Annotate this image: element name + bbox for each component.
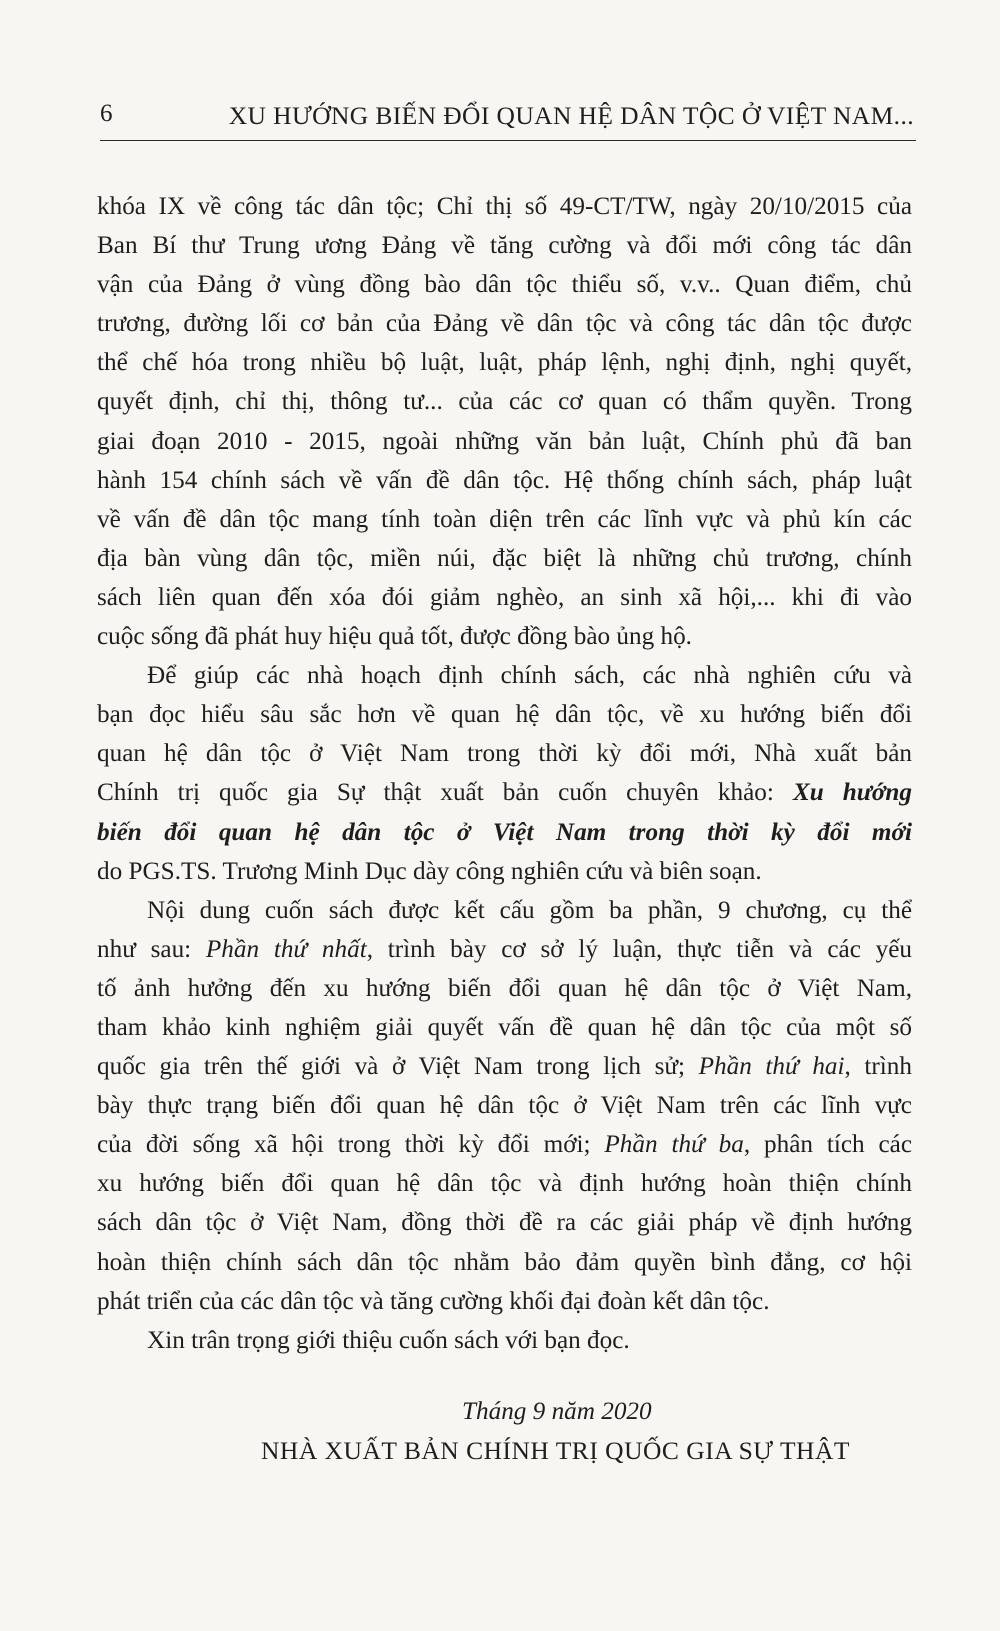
running-title: XU HƯỚNG BIẾN ĐỔI QUAN HỆ DÂN TỘC Ở VIỆT NAM... xyxy=(228,101,914,130)
text-line: bạn đọc hiểu sâu sắc hơn về quan hệ dân tộc, về xu hướng biến đổi xyxy=(97,701,912,729)
text-line: Ban Bí thư Trung ương Đảng về tăng cường và đổi mới công tác dân xyxy=(97,232,912,260)
text-line: xu hướng biến đổi quan hệ dân tộc và định hướng hoàn thiện chính xyxy=(97,1170,912,1198)
part-two-label: Phần thứ hai xyxy=(698,1053,845,1081)
text-line: tham khảo kinh nghiệm giải quyết vấn đề quan hệ dân tộc của một số xyxy=(97,1013,912,1041)
text-line: do PGS.TS. Trương Minh Dục dày công nghiên cứu và biên soạn. xyxy=(97,857,762,885)
text-line xyxy=(97,813,912,852)
body-text xyxy=(97,187,912,1360)
book-title-part: Xu hướng xyxy=(792,779,912,807)
text-line: vận của Đảng ở vùng đồng bào dân tộc thiểu số, v.v.. Quan điểm, chủ xyxy=(97,271,912,299)
text-run: , trình bày cơ sở lý luận, thực tiễn và các yếu xyxy=(366,935,912,963)
paragraph-3 xyxy=(97,891,912,1321)
text-line: sách liên quan đến xóa đói giảm nghèo, an sinh xã hội,... khi đi vào xyxy=(97,583,912,611)
text-line: giai đoạn 2010 - 2015, ngoài những văn bản luật, Chính phủ đã ban xyxy=(97,427,912,455)
signature-publisher: NHÀ XUẤT BẢN CHÍNH TRỊ QUỐC GIA SỰ THẬT xyxy=(261,1436,850,1465)
text-line: quan hệ dân tộc ở Việt Nam trong thời kỳ đổi mới, Nhà xuất bản xyxy=(97,740,912,768)
text-run: , phân tích các xyxy=(743,1131,913,1159)
text-line: về vấn đề dân tộc mang tính toàn diện trên các lĩnh vực và phủ kín các xyxy=(97,505,912,533)
text-line xyxy=(97,773,912,812)
part-three-label: Phần thứ ba xyxy=(604,1131,744,1159)
text-line: cuộc sống đã phát huy hiệu quả tốt, được đồng bào ủng hộ. xyxy=(97,623,692,651)
text-line xyxy=(97,1047,912,1086)
text-line: địa bàn vùng dân tộc, miền núi, đặc biệt là những chủ trương, chính xyxy=(97,544,912,572)
text-line: phát triển của các dân tộc và tăng cường khối đại đoàn kết dân tộc. xyxy=(97,1287,770,1315)
part-one-label: Phần thứ nhất xyxy=(205,935,367,963)
text-run: quốc gia trên thế giới và ở Việt Nam trong lịch sử; xyxy=(97,1053,699,1081)
text-line xyxy=(97,930,912,969)
paragraph-2 xyxy=(97,656,912,891)
text-line: Xin trân trọng giới thiệu cuốn sách với bạn đọc. xyxy=(147,1326,630,1354)
text-line: hoàn thiện chính sách dân tộc nhằm bảo đảm quyền bình đẳng, cơ hội xyxy=(97,1248,912,1276)
paragraph-1 xyxy=(97,187,912,656)
text-run: Chính trị quốc gia Sự thật xuất bản cuốn chuyên khảo: xyxy=(97,779,793,807)
text-line xyxy=(97,1125,912,1164)
text-line: sách dân tộc ở Việt Nam, đồng thời đề ra các giải pháp về định hướng xyxy=(97,1209,912,1237)
text-line: Để giúp các nhà hoạch định chính sách, các nhà nghiên cứu và xyxy=(147,662,912,690)
text-run: , trình xyxy=(844,1053,912,1081)
running-header xyxy=(100,96,916,141)
paragraph-4 xyxy=(97,1321,912,1360)
text-line: trương, đường lối cơ bản của Đảng về dân tộc và công tác dân tộc được xyxy=(97,310,912,338)
text-line: bày thực trạng biến đổi quan hệ dân tộc ở Việt Nam trên các lĩnh vực xyxy=(97,1092,912,1120)
text-line: Nội dung cuốn sách được kết cấu gồm ba phần, 9 chương, cụ thể xyxy=(147,896,912,924)
text-line: hành 154 chính sách về vấn đề dân tộc. Hệ thống chính sách, pháp luật xyxy=(97,466,912,494)
signature-date: Tháng 9 năm 2020 xyxy=(462,1398,652,1425)
text-line: thể chế hóa trong nhiều bộ luật, luật, pháp lệnh, nghị định, nghị quyết, xyxy=(97,349,912,377)
text-line: khóa IX về công tác dân tộc; Chỉ thị số 49-CT/TW, ngày 20/10/2015 của xyxy=(97,193,912,220)
text-line: tố ảnh hưởng đến xu hướng biến đổi quan hệ dân tộc ở Việt Nam, xyxy=(97,974,912,1002)
text-run: của đời sống xã hội trong thời kỳ đổi mới; xyxy=(97,1131,605,1159)
page-number: 6 xyxy=(100,100,113,127)
book-title-part: biến đổi quan hệ dân tộc ở Việt Nam trong thời kỳ đổi mới xyxy=(97,818,912,846)
text-line: quyết định, chỉ thị, thông tư... của các cơ quan có thẩm quyền. Trong xyxy=(97,388,912,416)
text-run: như sau: xyxy=(97,935,206,963)
